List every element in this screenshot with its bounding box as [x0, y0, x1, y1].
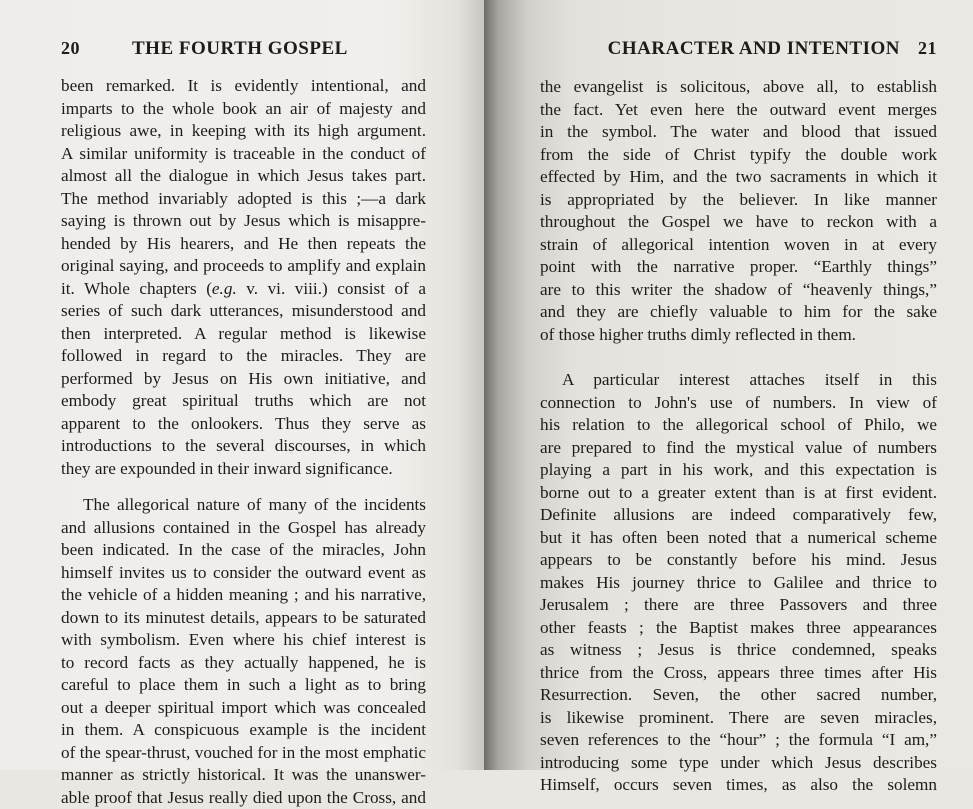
text-line: makes His journey thrice to Galilee and thrice to — [540, 572, 937, 595]
text-line: almost all the dialogue in which Jesus takes part. — [61, 165, 426, 188]
text-line: original saying, and proceeds to amplify and explain — [61, 255, 426, 278]
text-line: are prepared to find the mystical value of numbers — [540, 437, 937, 460]
text-line: from the side of Christ typify the double work — [540, 144, 937, 167]
text-line: is likewise prominent. There are seven miracles, — [540, 707, 937, 730]
text-line: imparts to the whole book an air of majesty and — [61, 98, 426, 121]
text-line: of those higher truths dimly reflected in them. — [540, 324, 937, 347]
left-page-number: 20 — [61, 38, 80, 59]
text-line: The allegorical nature of many of the incidents — [61, 494, 426, 517]
text-line: his relation to the allegorical school of Philo, we — [540, 414, 937, 437]
text-line: hended by His hearers, and He then repeats the — [61, 233, 426, 256]
text-line: The method invariably adopted is this ;—a dark — [61, 188, 426, 211]
right-page — [484, 0, 973, 770]
text-line: appears to be constantly before his mind. Jesus — [540, 549, 937, 572]
text-line: himself invites us to consider the outward event as — [61, 562, 426, 585]
text-line: series of such dark utterances, misunderstood and — [61, 300, 426, 323]
text-line: manner as strictly historical. It was the unanswer- — [61, 764, 426, 787]
text-line: as witness ; Jesus is thrice condemned, speaks — [540, 639, 937, 662]
text-line: been indicated. In the case of the miracles, John — [61, 539, 426, 562]
text-line: out a deeper spiritual import which was concealed — [61, 697, 426, 720]
paragraph — [540, 369, 937, 797]
text-line: been remarked. It is evidently intentional, and — [61, 75, 426, 98]
text-line: thrice from the Cross, appears three times after His — [540, 662, 937, 685]
left-page — [0, 0, 484, 770]
text-line: Resurrection. Seven, the other sacred number, — [540, 684, 937, 707]
left-running-head — [61, 38, 426, 72]
text-line: throughout the Gospel we have to reckon with a — [540, 211, 937, 234]
text-line: of the spear-thrust, vouched for in the most emphatic — [61, 742, 426, 765]
text-line: other feasts ; the Baptist makes three appearances — [540, 617, 937, 640]
text-line: it. Whole chapters (e.g. v. vi. viii.) consist of a — [61, 278, 426, 301]
text-line: apparent to the onlookers. Thus they serve as — [61, 413, 426, 436]
text-line: playing a part in his work, and this expectation is — [540, 459, 937, 482]
text-line: connection to John's use of numbers. In view of — [540, 392, 937, 415]
text-line: able proof that Jesus really died upon the Cross, and — [61, 787, 426, 809]
right-running-title: CHARACTER AND INTENTION — [608, 38, 900, 60]
text-line: followed in regard to the miracles. They are — [61, 345, 426, 368]
right-running-head — [540, 38, 937, 72]
text-line: saying is thrown out by Jesus which is misappre- — [61, 210, 426, 233]
paragraph — [61, 75, 426, 480]
text-line: down to its minutest details, appears to be saturated — [61, 607, 426, 630]
text-line: the fact. Yet even here the outward event merges — [540, 99, 937, 122]
right-page-number: 21 — [918, 38, 937, 59]
text-line: Himself, occurs seven times, as also the solemn — [540, 774, 937, 797]
right-body-text — [540, 76, 937, 797]
text-line: then interpreted. A regular method is likewise — [61, 323, 426, 346]
text-line: but it has often been noted that a numerical scheme — [540, 527, 937, 550]
text-line: the evangelist is solicitous, above all, to establish — [540, 76, 937, 99]
text-line: they are expounded in their inward significance. — [61, 458, 426, 481]
text-line: is appropriated by the believer. In like manner — [540, 189, 937, 212]
text-line: performed by Jesus on His own initiative, and — [61, 368, 426, 391]
text-line: introductions to the several discourses, in which — [61, 435, 426, 458]
left-running-title: THE FOURTH GOSPEL — [132, 38, 348, 60]
text-line: and they are chiefly valuable to him for the sake — [540, 301, 937, 324]
text-line: in the symbol. The water and blood that issued — [540, 121, 937, 144]
text-line: and allusions contained in the Gospel has already — [61, 517, 426, 540]
text-line: embody great spiritual truths which are not — [61, 390, 426, 413]
text-line: in them. A conspicuous example is the incident — [61, 719, 426, 742]
text-line: A particular interest attaches itself in this — [540, 369, 937, 392]
text-line: with symbolism. Even where his chief interest is — [61, 629, 426, 652]
text-line: careful to place them in such a light as to bring — [61, 674, 426, 697]
paragraph — [61, 494, 426, 809]
text-line: to record facts as they actually happened, he is — [61, 652, 426, 675]
text-line: borne out to a greater extent than is at first evident. — [540, 482, 937, 505]
text-line: are to this writer the shadow of “heavenly things,” — [540, 279, 937, 302]
text-line: religious awe, in keeping with its high argument. — [61, 120, 426, 143]
text-line: introducing some type under which Jesus describes — [540, 752, 937, 775]
text-line: seven references to the “hour” ; the formula “I am,” — [540, 729, 937, 752]
left-body-text — [61, 75, 426, 809]
text-line: strain of allegorical intention woven in at every — [540, 234, 937, 257]
text-line: Jerusalem ; there are three Passovers and three — [540, 594, 937, 617]
text-line: the vehicle of a hidden meaning ; and his narrative, — [61, 584, 426, 607]
text-line: A similar uniformity is traceable in the conduct of — [61, 143, 426, 166]
paragraph — [540, 76, 937, 346]
text-line: effected by Him, and the two sacraments in which it — [540, 166, 937, 189]
text-line: point with the narrative proper. “Earthly things” — [540, 256, 937, 279]
text-line: Definite allusions are indeed comparatively few, — [540, 504, 937, 527]
italic-abbrev: e.g. — [212, 279, 237, 298]
